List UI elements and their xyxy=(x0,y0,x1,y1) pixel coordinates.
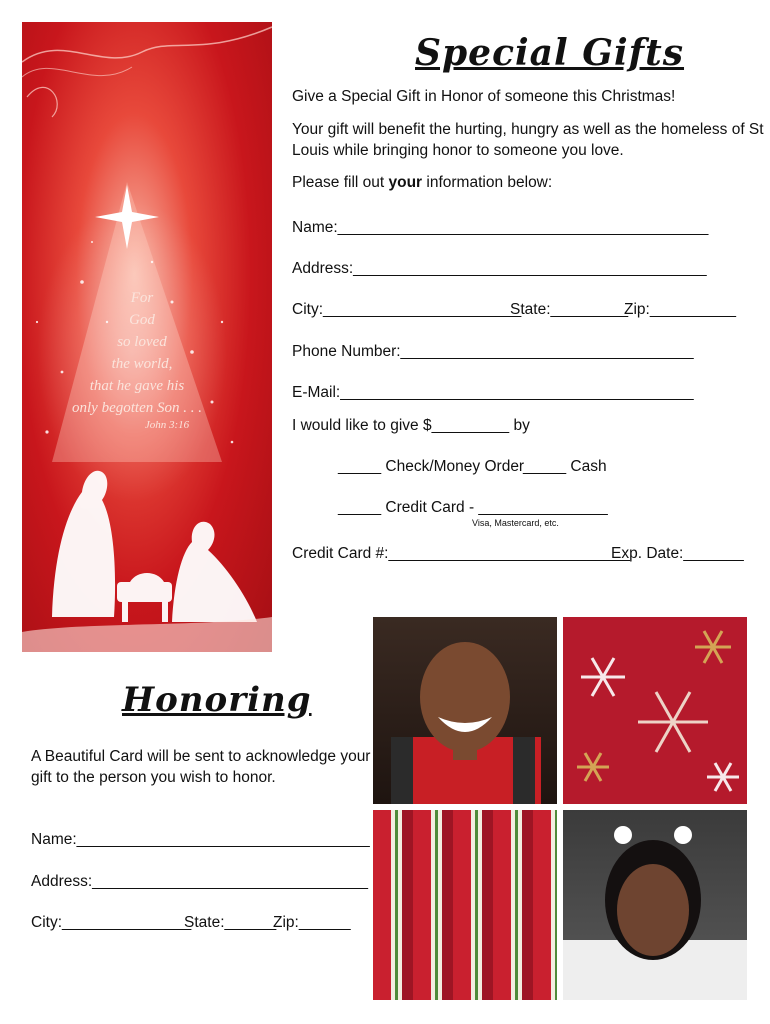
honoring-description: gift to the person you wish to honor. xyxy=(31,769,276,786)
verse-reference: John 3:16 xyxy=(144,419,190,431)
honoring-description: A Beautiful Card will be sent to acknowledge your xyxy=(31,748,371,765)
smiling-girl-photo xyxy=(563,810,747,1000)
verse-line: God xyxy=(129,312,155,328)
page-title: Special Gifts xyxy=(415,32,685,74)
christmas-nativity-banner xyxy=(22,22,272,652)
stripe-pattern-tile xyxy=(373,810,557,1000)
donor-name-field[interactable]: Name:___________________________________________ xyxy=(292,219,709,236)
cash-option[interactable]: _____ Cash xyxy=(523,458,607,475)
honoree-address-field[interactable]: Address:________________________________ xyxy=(31,873,369,890)
snowflake-pattern-tile xyxy=(563,617,747,804)
intro-line: Give a Special Gift in Honor of someone this Christmas! xyxy=(292,88,676,105)
donor-city-field[interactable]: City:_______________________ xyxy=(292,301,522,318)
check-option[interactable]: _____ Check/Money Order xyxy=(338,458,525,475)
donor-phone-field[interactable]: Phone Number:__________________________________ xyxy=(292,343,694,360)
honoring-title: Honoring xyxy=(122,680,312,720)
instruction-line: Please fill out your information below: xyxy=(292,174,553,191)
gift-amount-field[interactable]: I would like to give $_________ by xyxy=(292,417,530,434)
honoree-zip-field[interactable]: Zip:______ xyxy=(273,914,351,931)
intro-line: Your gift will benefit the hurting, hungry as well as the homeless of St xyxy=(292,121,764,138)
intro-line: Louis while bringing honor to someone you love. xyxy=(292,142,624,159)
honoree-city-field[interactable]: City:_______________ xyxy=(31,914,192,931)
expiration-date-field[interactable]: Exp. Date:_______ xyxy=(611,545,744,562)
verse-line: the world, xyxy=(111,356,173,372)
credit-card-number-field[interactable]: Credit Card #:____________________________ xyxy=(292,545,630,562)
verse-line: that he gave his xyxy=(89,378,185,394)
donor-zip-field[interactable]: Zip:__________ xyxy=(624,301,737,318)
honoree-name-field[interactable]: Name:__________________________________ xyxy=(31,831,370,848)
credit-card-note: Visa, Mastercard, etc. xyxy=(472,518,559,528)
donor-address-field[interactable]: Address:_________________________________________ xyxy=(292,260,707,277)
bible-verse xyxy=(22,290,272,431)
honoree-state-field[interactable]: State:______ xyxy=(184,914,277,931)
smiling-boy-photo xyxy=(373,617,557,804)
credit-card-option[interactable]: _____ Credit Card - _______________ xyxy=(338,499,608,516)
verse-line: For xyxy=(130,290,154,306)
donor-state-field[interactable]: State:_________ xyxy=(510,301,629,318)
verse-line: so loved xyxy=(117,334,167,350)
donor-email-field[interactable]: E-Mail:_________________________________________ xyxy=(292,384,694,401)
verse-line: only begotten Son . . . xyxy=(72,400,202,416)
